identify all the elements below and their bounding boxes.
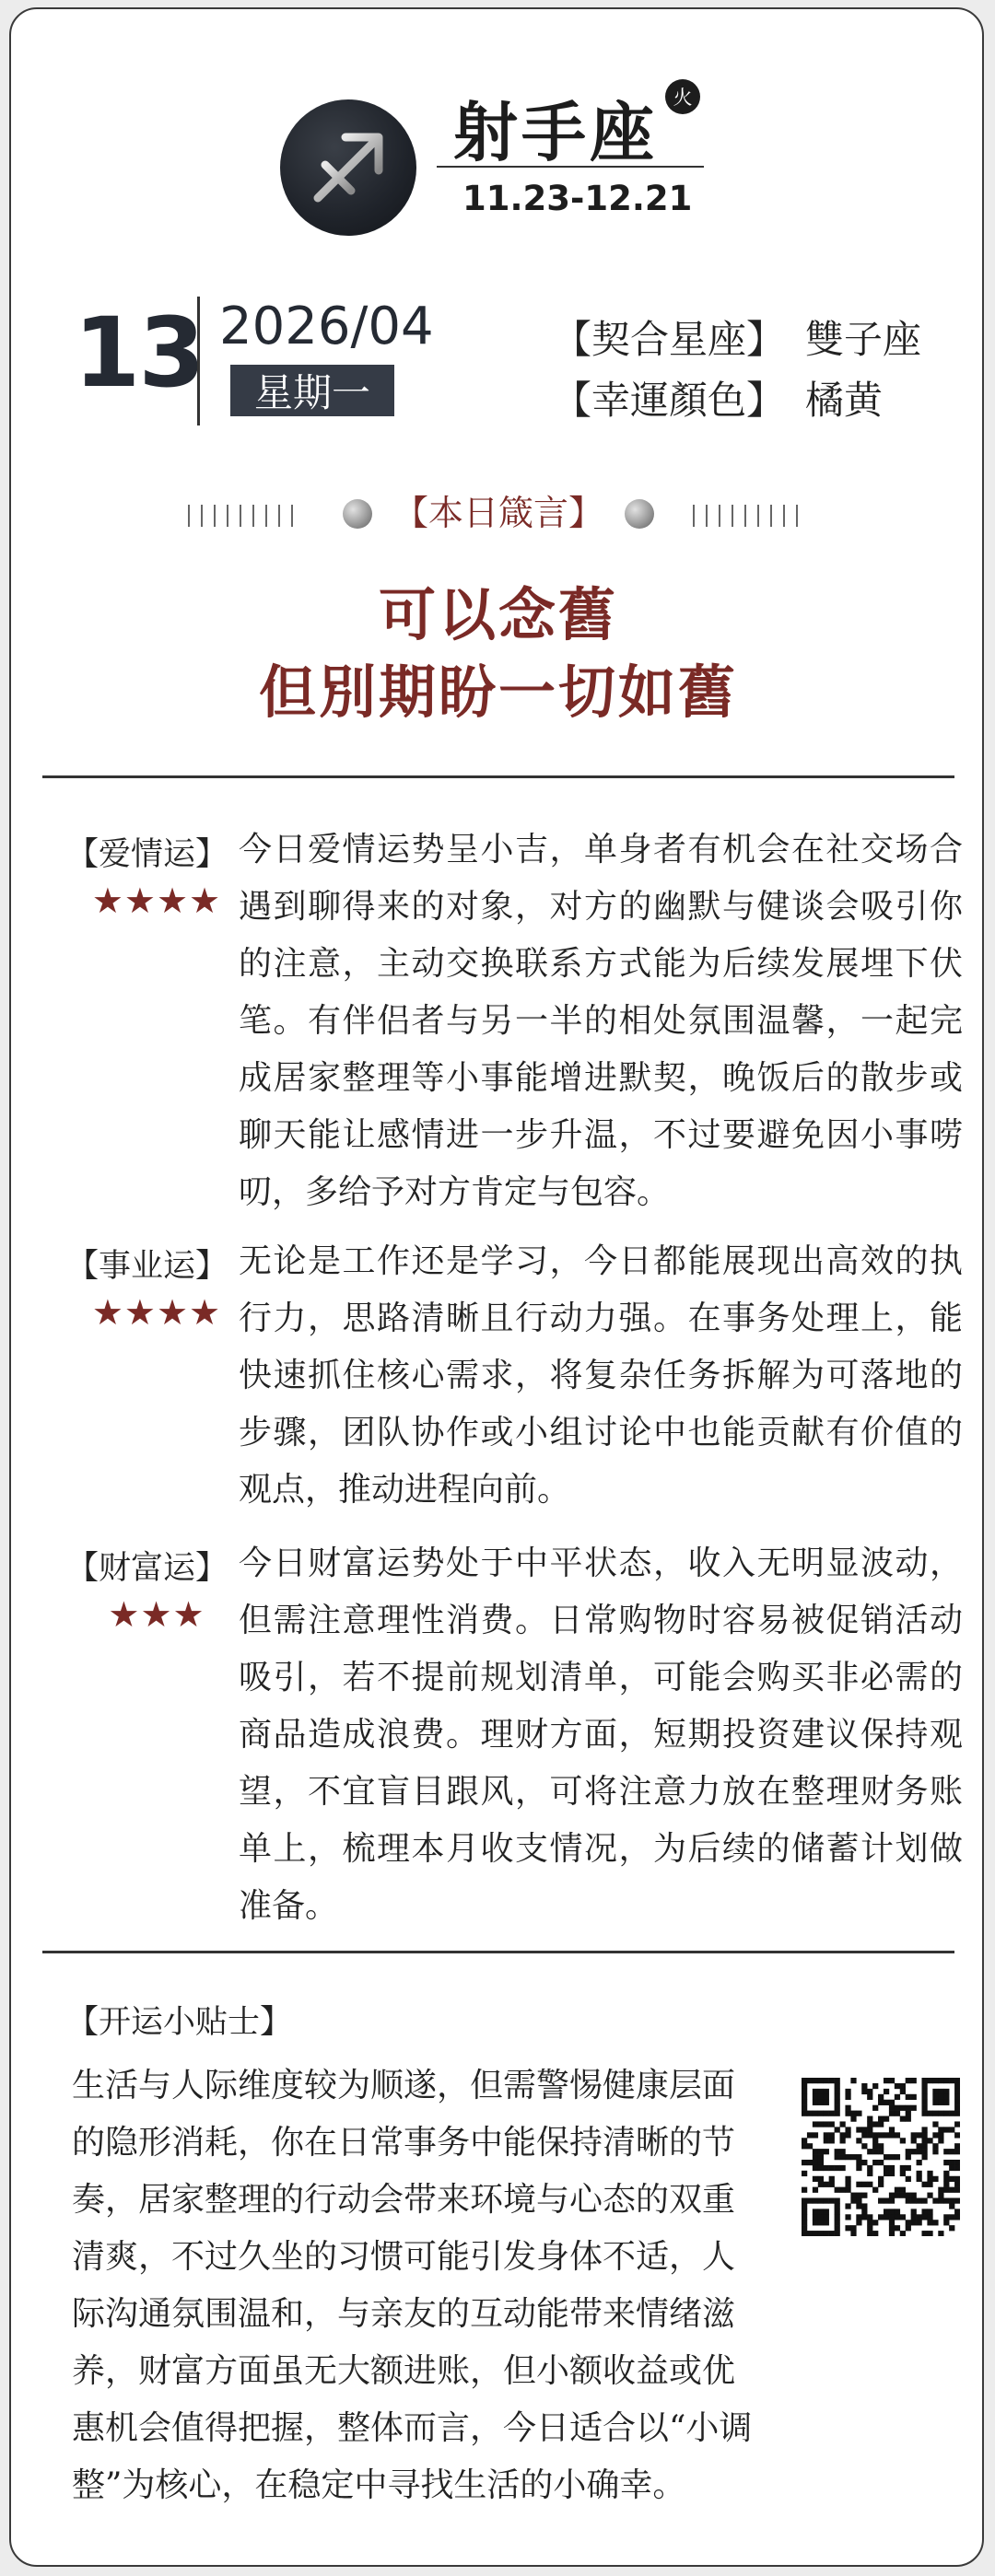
section-divider [42,1951,954,1953]
date-divider [197,297,200,425]
date-range: 11.23-12.21 [462,179,693,218]
wealth-text: 今日财富运势处于中平状态，收入无明显波动，但需注意理性消费。日常购物时容易被促销活动吸引，若不提前规划清单，可能会购买非必需的商品造成浪费。理财方面，短期投资建议保持观望，不宜盲目跟风，可将注意力放在整理财务账单上，梳理本月收支情况，为后续的储蓄计划做准备。 [239,1544,963,1925]
career-label: 【事业运】 [66,1248,228,1285]
match-sign-label: 【契合星座】 [553,317,786,362]
element-badge: 火 [665,79,700,114]
tips-text: 生活与人际维度较为顺遂，但需警惕健康层面的隐形消耗，你在日常事务中能保持清晰的节奏，居家整理的行动会带来环境与心态的双重清爽，不过久坐的习惯可能引发身体不适，人际沟通氛围温和，与亲友的互动能带来情绪滋养，财富方面虽无大额进账，但小额收益或优惠机会值得把握，整体而言，今日适合以“小调整”为核心，在稳定中寻找生活的小确幸。 [72,2067,753,2504]
love-label: 【爱情运】 [66,836,228,873]
motto-line-2: 但別期盼一切如舊 [258,659,738,726]
sagittarius-icon [280,99,416,236]
motto-line-1: 可以念舊 [378,581,618,648]
wealth-stars: ★★★ [108,1594,205,1635]
horoscope-card [9,7,984,2567]
wealth-label: 【财富运】 [66,1550,228,1587]
section-divider [42,775,954,778]
lucky-color-value: 橘黄 [805,378,884,423]
weekday-badge: 星期一 [230,365,394,416]
header-divider [437,166,704,168]
match-sign-value: 雙子座 [805,317,922,362]
motto-label: 【本日箴言】 [392,493,603,533]
career-stars: ★★★★ [91,1292,222,1333]
career-text: 无论是工作还是学习，今日都能展现出高效的执行力，思路清晰且行动力强。在事务处理上，能快速抓住核心需求，将复杂任务拆解为可落地的步骤，团队协作或小组讨论中也能贡献有价值的观点，推动进程向前。 [239,1242,963,1509]
tips-label: 【开运小贴士】 [66,2004,293,2041]
sign-name: 射手座 [453,95,658,170]
day-number: 13 [74,297,204,409]
match-sign-row [553,309,921,365]
lucky-color-label: 【幸運顏色】 [553,378,786,423]
qr-code-icon[interactable] [802,2078,960,2236]
love-stars: ★★★★ [91,880,222,921]
lucky-color-row [553,370,883,425]
love-text: 今日爱情运势呈小吉，单身者有机会在社交场合遇到聊得来的对象，对方的幽默与健谈会吸引你的注意，主动交换联系方式能为后续发展埋下伏笔。有伴侣者与另一半的相处氛围温馨，一起完成居家整理等小事能增进默契，晚饭后的散步或聊天能让感情进一步升温，不过要避免因小事唠叨，多给予对方肯定与包容。 [239,831,963,1211]
year-month: 2026/04 [219,297,434,356]
